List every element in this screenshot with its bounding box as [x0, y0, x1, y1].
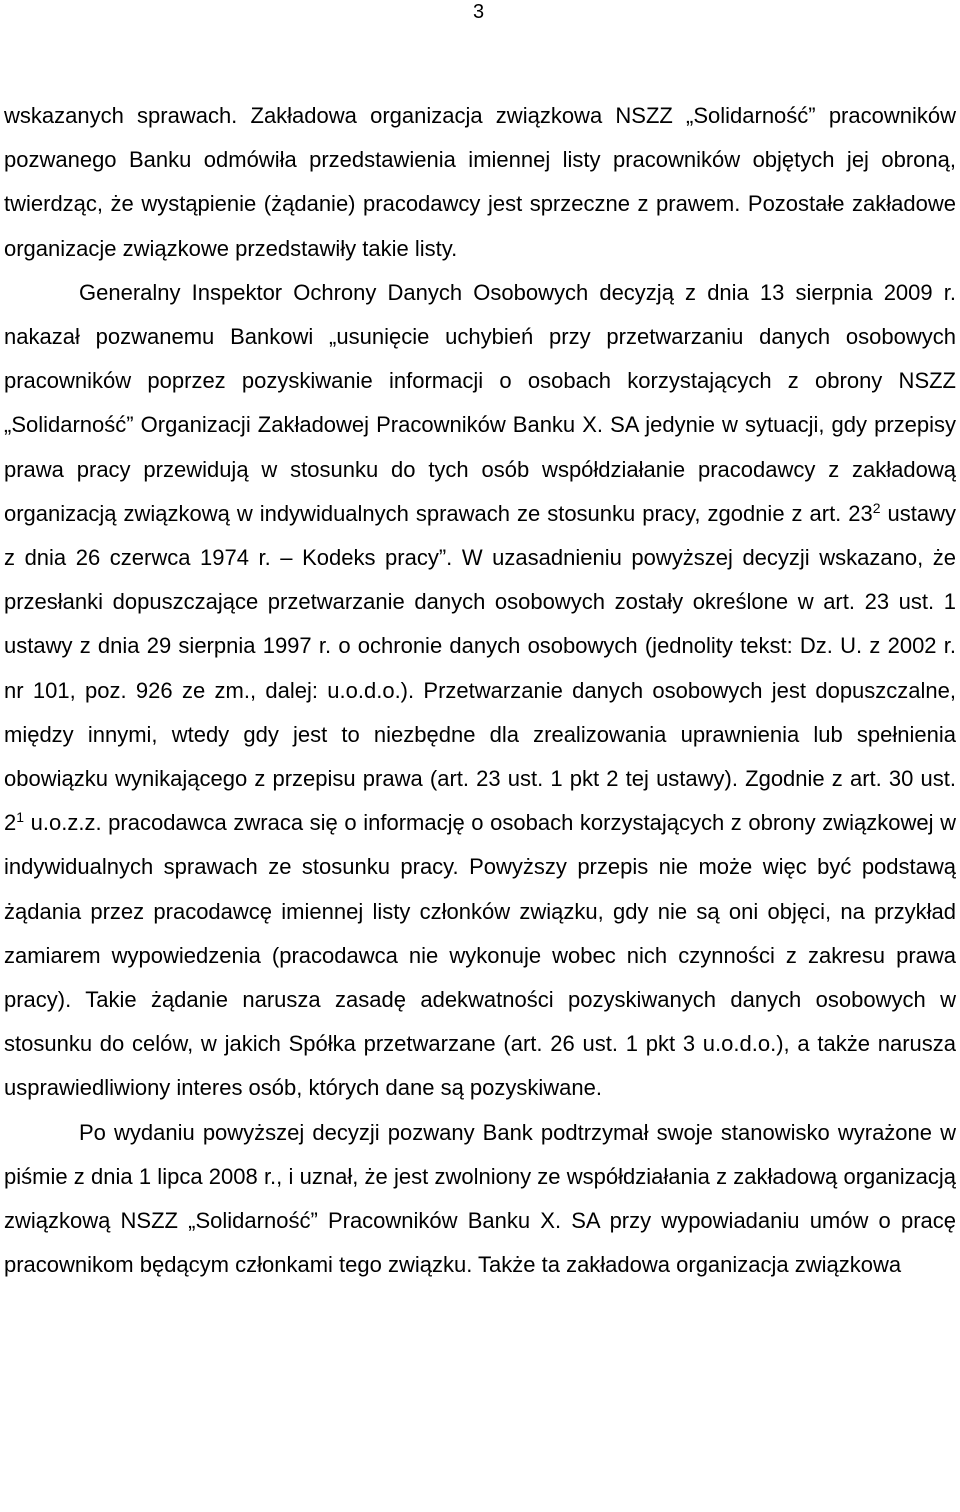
article-superscript-2: 1 [16, 809, 25, 826]
article-superscript-1: 2 [872, 499, 881, 516]
paragraph-2-text-3: u.o.z.z. pracodawca zwraca się o informację o osobach korzystających z obrony związkowej w indywidualnych sprawach ze stosunku pracy. Powyższy przepis nie może więc być podstawą żądania przez pracodawcę imiennej listy członków związku, gdy nie są oni objęci, na przykład zamiarem wypowiedzenia (pracodawca nie wykonuje wobec nich czynności z zakresu prawa pracy). Takie żądanie narusza zasadę adekwatności pozyskiwanych danych osobowych w stosunku do celów, w jakich Spółka przetwarzane (art. 26 ust. 1 pkt 3 u.o.d.o.), a także narusza usprawiedliwiony interes osób, których dane są pozyskiwane. [4, 810, 956, 1101]
paragraph-2-text-2: ustawy z dnia 26 czerwca 1974 r. – Kodeks pracy”. W uzasadnieniu powyższej decyzji wskazano, że przesłanki dopuszczające przetwarzanie danych osobowych zostały określone w art. 23 ust. 1 ustawy z dnia 29 sierpnia 1997 r. o ochronie danych osobowych (jednolity tekst: Dz. U. z 2002 r. nr 101, poz. 926 ze zm., dalej: u.o.d.o.). Przetwarzanie danych osobowych jest dopuszczalne, między innymi, wtedy gdy jest to niezbędne dla zrealizowania uprawnienia lub spełnienia obowiązku wynikającego z przepisu prawa (art. 23 ust. 1 pkt 2 tej ustawy). Zgodnie z art. 30 ust. 2 [4, 500, 956, 836]
paragraph-1: wskazanych sprawach. Zakładowa organizacja związkowa NSZZ „Solidarność” pracowników pozwanego Banku odmówiła przedstawienia imiennej listy pracowników objętych jej obroną, twierdząc, że wystąpienie (żądanie) pracodawcy jest sprzeczne z prawem. Pozostałe zakładowe organizacje związkowe przedstawiły takie listy. [4, 103, 956, 261]
document-body [4, 94, 956, 1287]
page-number: 3 [473, 1, 485, 23]
paragraph-2 [4, 271, 956, 1111]
paragraph-3: Po wydaniu powyższej decyzji pozwany Bank podtrzymał swoje stanowisko wyrażone w piśmie z dnia 1 lipca 2008 r., i uznał, że jest zwolniony ze współdziałania z zakładową organizacją związkową NSZZ „Solidarność” Pracowników Banku X. SA przy wypowiadaniu umów o pracę pracownikom będącym członkami tego związku. Także ta zakładowa organizacja związkowa [4, 1119, 956, 1278]
paragraph-2-text-1: Generalny Inspektor Ochrony Danych Osobowych decyzją z dnia 13 sierpnia 2009 r. nakazał pozwanemu Bankowi „usunięcie uchybień przy przetwarzaniu danych osobowych pracowników poprzez pozyskiwanie informacji o osobach korzystających z obrony NSZZ „Solidarność” Organizacji Zakładowej Pracowników Banku X. SA jedynie w sytuacji, gdy przepisy prawa pracy przewidują w stosunku do tych osób współdziałanie pracodawcy z zakładową organizacją związkową w indywidualnych sprawach ze stosunku pracy, zgodnie z art. 23 [4, 279, 956, 526]
